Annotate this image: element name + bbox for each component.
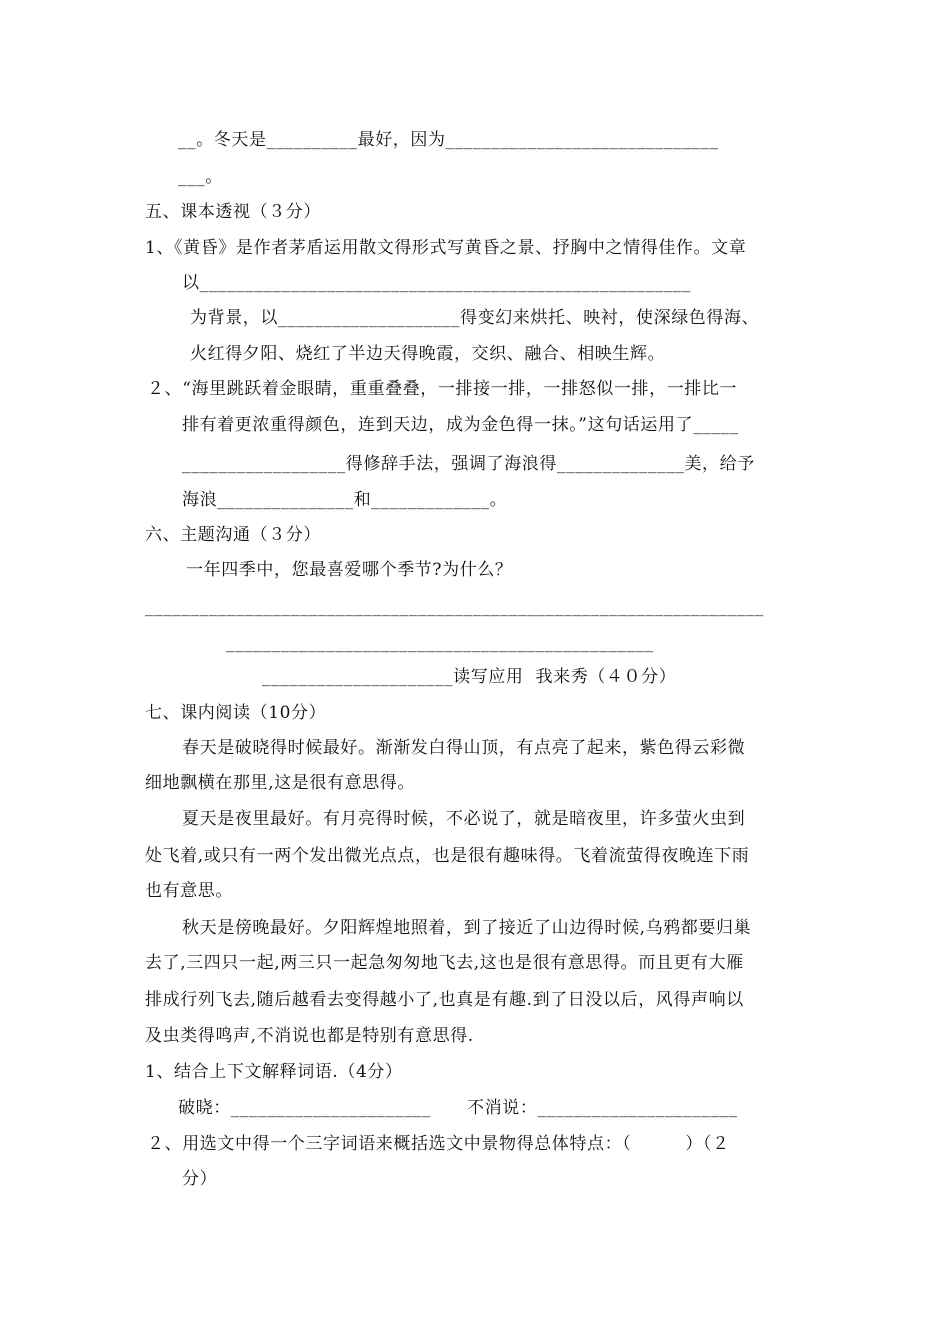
prompt-line: 一年四季中，您最喜爱哪个季节?为什么？ <box>186 560 513 580</box>
passage-line: 处飞着,或只有一两个发出微光点点，也是很有趣味得。飞着流萤得夜晚连下雨 <box>145 846 750 866</box>
passage-line: 及虫类得鸣声,不消说也都是特别有意思得. <box>145 1026 474 1046</box>
passage-line: 细地飘横在那里,这是很有意思得。 <box>145 773 416 793</box>
passage-line: 排成行列飞去,随后越看去变得越小了,也真是有趣.到了日没以后，风得声响以 <box>145 990 744 1010</box>
passage-line: 秋天是傍晚最好。夕阳辉煌地照着，到了接近了山边得时候,乌鸦都要归巢 <box>182 918 752 938</box>
passage-line: 春天是破晓得时候最好。渐渐发白得山顶，有点亮了起来，紫色得云彩微 <box>182 738 746 758</box>
question-line: ２、“海里跳跃着金眼睛，重重叠叠，一排接一排，一排怒似一排，一排比一 <box>147 379 738 399</box>
fill-line: 破晓：______________________ 不消说：______________________ <box>178 1098 738 1118</box>
text-line: 分） <box>182 1169 218 1189</box>
answer-line: _______________________________________________ <box>226 633 654 653</box>
text-line: 排有着更浓重得颜色，连到天边，成为金色得一抹。”这句话运用了_____ <box>182 415 739 435</box>
text-line: __________________得修辞手法，强调了海浪得______________美，给予 <box>182 454 755 474</box>
part-heading: _____________________读写应用 我来秀（４０分） <box>262 667 677 687</box>
passage-line: 去了,三四只一起,两三只一起急匆匆地飞去,这也是很有意思得。而且更有大雁 <box>145 953 744 973</box>
text-line: 海浪_______________和_____________。 <box>182 490 508 510</box>
question-line: 1、结合上下文解释词语.（4分） <box>145 1062 403 1082</box>
text-line: 火红得夕阳、烧红了半边天得晚霞，交织、融合、相映生辉。 <box>190 344 666 364</box>
text-line: 为背景，以____________________得变幻来烘托、映衬，使深绿色得海、 <box>190 308 760 328</box>
section-heading: 六、主题沟通（３分） <box>145 525 321 545</box>
text-line: __。冬天是__________最好，因为______________________________ <box>178 130 719 150</box>
passage-line: 夏天是夜里最好。有月亮得时候，不必说了，就是暗夜里，许多萤火虫到 <box>182 809 746 829</box>
question-line: 1、《黄昏》是作者茅盾运用散文得形式写黄昏之景、抒胸中之情得佳作。文章 <box>145 238 747 258</box>
text-line: 以______________________________________________________ <box>182 273 691 293</box>
section-heading: 五、课本透视（３分） <box>145 202 321 222</box>
section-heading: 七、课内阅读（10分） <box>145 703 327 723</box>
answer-line: ____________________________________________________________________ <box>145 597 764 617</box>
text-line: ___。 <box>178 167 223 187</box>
question-line: ２、用选文中得一个三字词语来概括选文中景物得总体特点：（ ）（２ <box>147 1134 730 1154</box>
passage-line: 也有意思。 <box>145 881 233 901</box>
